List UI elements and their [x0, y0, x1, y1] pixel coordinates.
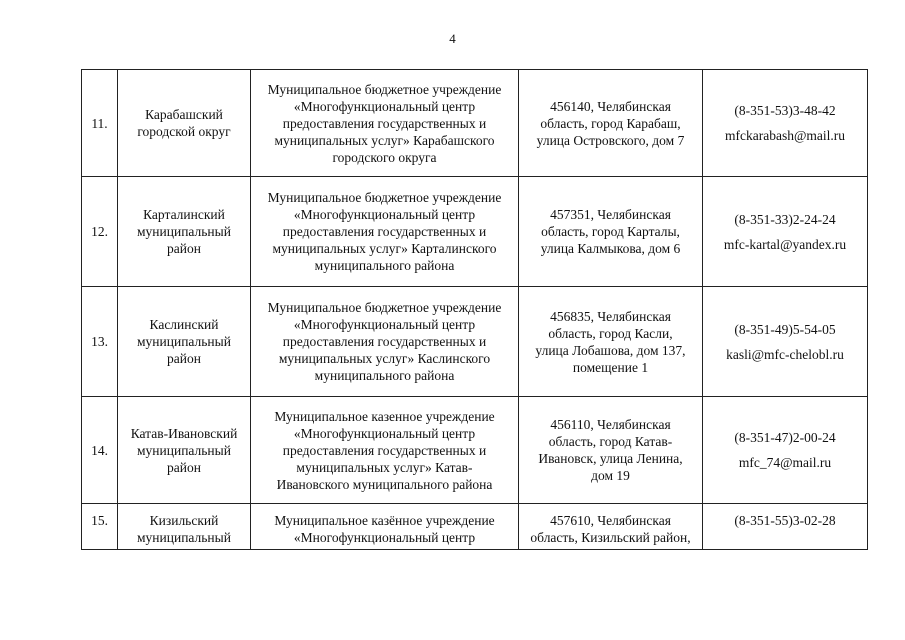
institution-line: Ивановского муниципального района	[276, 476, 493, 492]
municipality-line: Катав-Ивановский	[130, 425, 238, 441]
address-cell	[519, 504, 703, 550]
address-line: улица Островского, дом 7	[536, 132, 685, 148]
institution-line: предоставления государственных и	[282, 115, 487, 131]
address-cell	[519, 177, 703, 287]
contacts-cell	[703, 397, 868, 504]
institution-cell	[251, 70, 519, 177]
contacts-cell	[703, 287, 868, 397]
institution-line: Муниципальное бюджетное учреждение	[267, 190, 502, 205]
email-address: kasli@mfc-chelobl.ru	[726, 346, 844, 362]
table-row	[82, 70, 868, 177]
phone-number: (8-351-33)2-24-24	[734, 211, 836, 227]
institution-line: муниципального района	[314, 258, 455, 273]
address-line: область, город Карталы,	[541, 224, 680, 239]
municipality-line: район	[167, 351, 201, 366]
municipality-cell	[118, 70, 251, 177]
institution-line: Муниципальное бюджетное учреждение	[267, 81, 502, 97]
address-line: область, Кизильский район,	[530, 530, 691, 545]
address-line: область, город Катав-	[548, 434, 673, 449]
address-cell	[519, 70, 703, 177]
municipality-line: муниципальный	[137, 530, 231, 545]
address-line: улица Калмыкова, дом 6	[540, 241, 681, 256]
address-line: 457351, Челябинская	[550, 207, 671, 222]
contacts-cell	[703, 70, 868, 177]
institution-line: Муниципальное казенное учреждение	[274, 408, 495, 424]
table-row	[82, 287, 868, 397]
institution-line: муниципальных услуг» Карталинского	[272, 241, 497, 256]
institution-line: предоставления государственных и	[282, 334, 487, 349]
institution-line: предоставления государственных и	[282, 442, 487, 458]
phone-number: (8-351-53)3-48-42	[734, 103, 836, 118]
address-line: область, город Карабаш,	[540, 115, 681, 131]
table-row	[82, 177, 868, 287]
municipality-line: Кизильский	[149, 513, 219, 528]
institution-line: муниципальных услуг» Карабашского	[274, 132, 495, 148]
institution-cell	[251, 287, 519, 397]
institution-line: городского округа	[332, 149, 437, 165]
institution-line: муниципальных услуг» Катав-	[296, 459, 473, 475]
institution-line: «Многофункциональный центр	[293, 530, 476, 545]
address-line: 456140, Челябинская	[550, 98, 671, 114]
institution-line: «Многофункциональный центр	[293, 98, 476, 114]
municipality-line: район	[167, 459, 201, 475]
mfc-table	[81, 69, 868, 550]
page-number: 4	[449, 31, 456, 46]
row-number: 15.	[82, 504, 118, 550]
email-address: mfckarabash@mail.ru	[724, 128, 845, 143]
municipality-line: Каслинский	[149, 317, 219, 332]
municipality-cell	[118, 397, 251, 504]
row-number: 11.	[82, 70, 118, 177]
municipality-line: городской округ	[137, 124, 231, 139]
contacts-cell	[703, 177, 868, 287]
address-line: помещение 1	[572, 359, 649, 375]
address-line: дом 19	[591, 468, 630, 483]
address-line: улица Лобашова, дом 137,	[535, 342, 686, 358]
institution-line: муниципальных услуг» Каслинского	[278, 351, 491, 366]
municipality-cell	[118, 504, 251, 550]
municipality-line: муниципальный	[137, 224, 231, 239]
row-number: 12.	[82, 177, 118, 287]
institution-cell	[251, 504, 519, 550]
municipality-cell	[118, 177, 251, 287]
address-cell	[519, 397, 703, 504]
institution-line: муниципального района	[314, 368, 455, 383]
municipality-cell	[118, 287, 251, 397]
email-address: mfc_74@mail.ru	[738, 455, 832, 470]
institution-line: «Многофункциональный центр	[293, 317, 476, 332]
address-line: 456835, Челябинская	[550, 308, 671, 324]
municipality-line: муниципальный	[137, 334, 231, 349]
table-row	[82, 504, 868, 550]
municipality-line: муниципальный	[137, 442, 231, 458]
institution-line: «Многофункциональный центр	[293, 425, 476, 441]
phone-number: (8-351-47)2-00-24	[734, 430, 836, 445]
institution-line: предоставления государственных и	[282, 224, 487, 239]
address-line: Ивановск, улица Ленина,	[538, 451, 683, 466]
municipality-line: Карталинский	[143, 207, 225, 222]
table-row	[82, 397, 868, 504]
institution-line: Муниципальное бюджетное учреждение	[267, 300, 502, 315]
municipality-line: район	[167, 241, 201, 256]
email-address: mfc-kartal@yandex.ru	[723, 236, 847, 252]
address-line: 457610, Челябинская	[550, 513, 671, 528]
contacts-cell	[703, 504, 868, 550]
address-line: 456110, Челябинская	[550, 417, 671, 432]
address-line: область, город Касли,	[548, 325, 673, 341]
institution-line: Муниципальное казённое учреждение	[274, 513, 495, 528]
municipality-line: Карабашский	[145, 107, 223, 122]
row-number: 14.	[82, 397, 118, 504]
row-number: 13.	[82, 287, 118, 397]
institution-line: «Многофункциональный центр	[293, 207, 476, 222]
institution-cell	[251, 397, 519, 504]
institution-cell	[251, 177, 519, 287]
address-cell	[519, 287, 703, 397]
phone-number: (8-351-55)3-02-28	[734, 513, 836, 528]
phone-number: (8-351-49)5-54-05	[734, 321, 836, 337]
